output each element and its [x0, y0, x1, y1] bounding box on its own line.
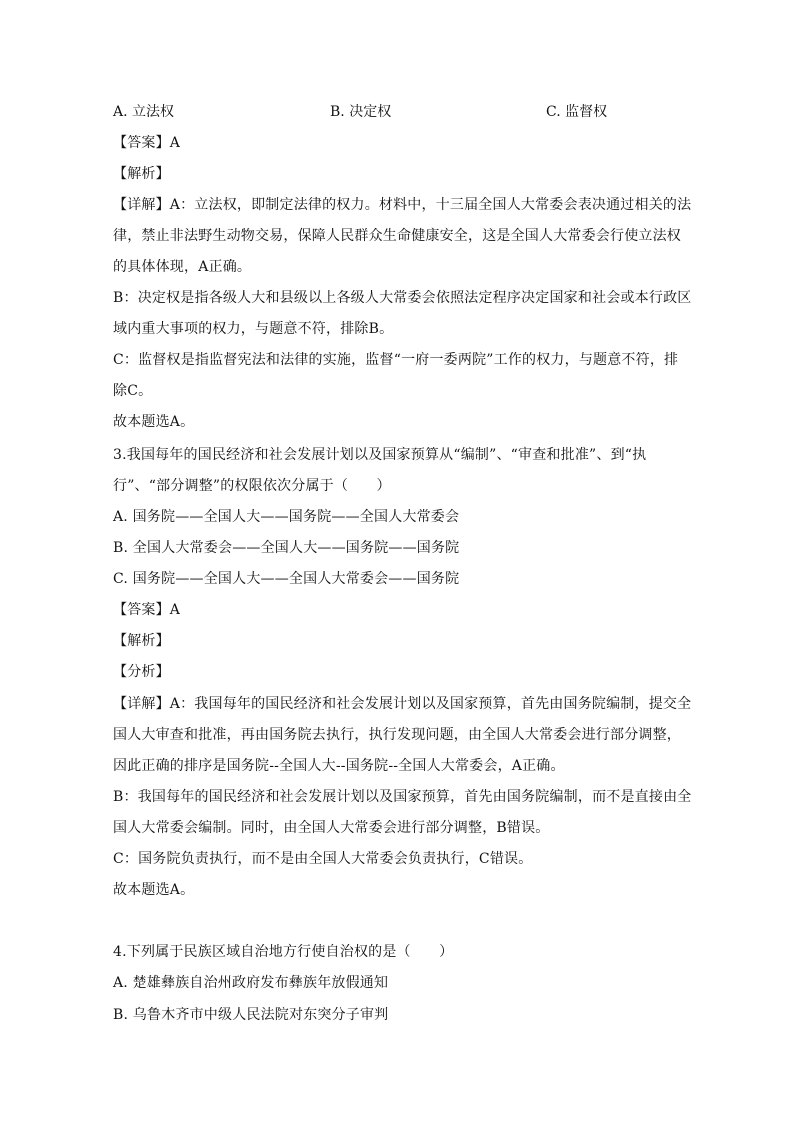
q2-answer: 【答案】A — [113, 135, 181, 151]
q4-stem: 4.下列属于民族区域自治地方行使自治权的是（ ） — [113, 944, 454, 960]
q4-option-b: B. 乌鲁木齐市中级人民法院对东突分子审判 — [113, 1007, 389, 1023]
q3-b-line-2: 国人大常委会编制。同时，由全国人大常委会进行部分调整，B错误。 — [113, 820, 550, 836]
q3-option-c: C. 国务院——全国人大——全国人大常委会——国务院 — [113, 571, 460, 587]
q2-b-line-1: B：决定权是指各级人大和县级以上各级人大常委会依照法定程序决定国家和社会或本行政区 — [113, 290, 692, 306]
q2-c-line-1: C：监督权是指监督宪法和法律的实施，监督“一府一委两院”工作的权力，与题意不符，排 — [113, 352, 679, 368]
q2-option-a: A. 立法权 — [113, 104, 175, 120]
q2-detail-line-3: 的具体体现，A正确。 — [113, 259, 252, 275]
q3-stem-line-2: 行”、“部分调整”的权限依次分属于（ ） — [113, 478, 391, 494]
q2-option-c: C. 监督权 — [546, 104, 608, 120]
q4-option-a: A. 楚雄彝族自治州政府发布彝族年放假通知 — [113, 975, 389, 991]
q2-b-line-2: 域内重大事项的权力，与题意不符，排除B。 — [113, 321, 394, 337]
q3-detail-line-1: 【详解】A：我国每年的国民经济和社会发展计划以及国家预算，首先由国务院编制，提交全 — [113, 696, 692, 712]
q3-stem-line-1: 3.我国每年的国民经济和社会发展计划以及国家预算从“编制”、“审查和批准”、到“执 — [113, 447, 647, 463]
q2-c-line-2: 除C。 — [113, 383, 153, 399]
q3-option-b: B. 全国人大常委会——全国人大——国务院——国务院 — [113, 540, 460, 556]
q2-analysis-heading: 【解析】 — [113, 166, 170, 182]
q3-option-a: A. 国务院——全国人大——国务院——全国人大常委会 — [113, 509, 460, 525]
q3-analysis2-heading: 【分析】 — [113, 664, 170, 680]
q2-detail-line-1: 【详解】A：立法权，即制定法律的权力。材料中，十三届全国人大常委会表决通过相关的法 — [113, 197, 692, 213]
q3-detail-line-2: 国人大审查和批准，再由国务院去执行，执行发现问题，由全国人大常委会进行部分调整， — [113, 727, 681, 743]
q3-answer: 【答案】A — [113, 602, 181, 618]
q3-analysis-heading: 【解析】 — [113, 633, 170, 649]
q3-b-line-1: B：我国每年的国民经济和社会发展计划以及国家预算，首先由国务院编制，而不是直接由全 — [113, 789, 692, 805]
q2-option-b: B. 决定权 — [330, 104, 392, 120]
q3-detail-line-3: 因此正确的排序是国务院--全国人大--国务院--全国人大常委会，A正确。 — [113, 758, 565, 774]
q3-c-line-1: C：国务院负责执行，而不是由全国人大常委会负责执行，C错误。 — [113, 851, 533, 867]
q3-conclusion: 故本题选A。 — [113, 882, 195, 898]
q2-detail-line-2: 律，禁止非法野生动物交易，保障人民群众生命健康安全，这是全国人大常委会行使立法权 — [113, 228, 681, 244]
q2-conclusion: 故本题选A。 — [113, 414, 195, 430]
